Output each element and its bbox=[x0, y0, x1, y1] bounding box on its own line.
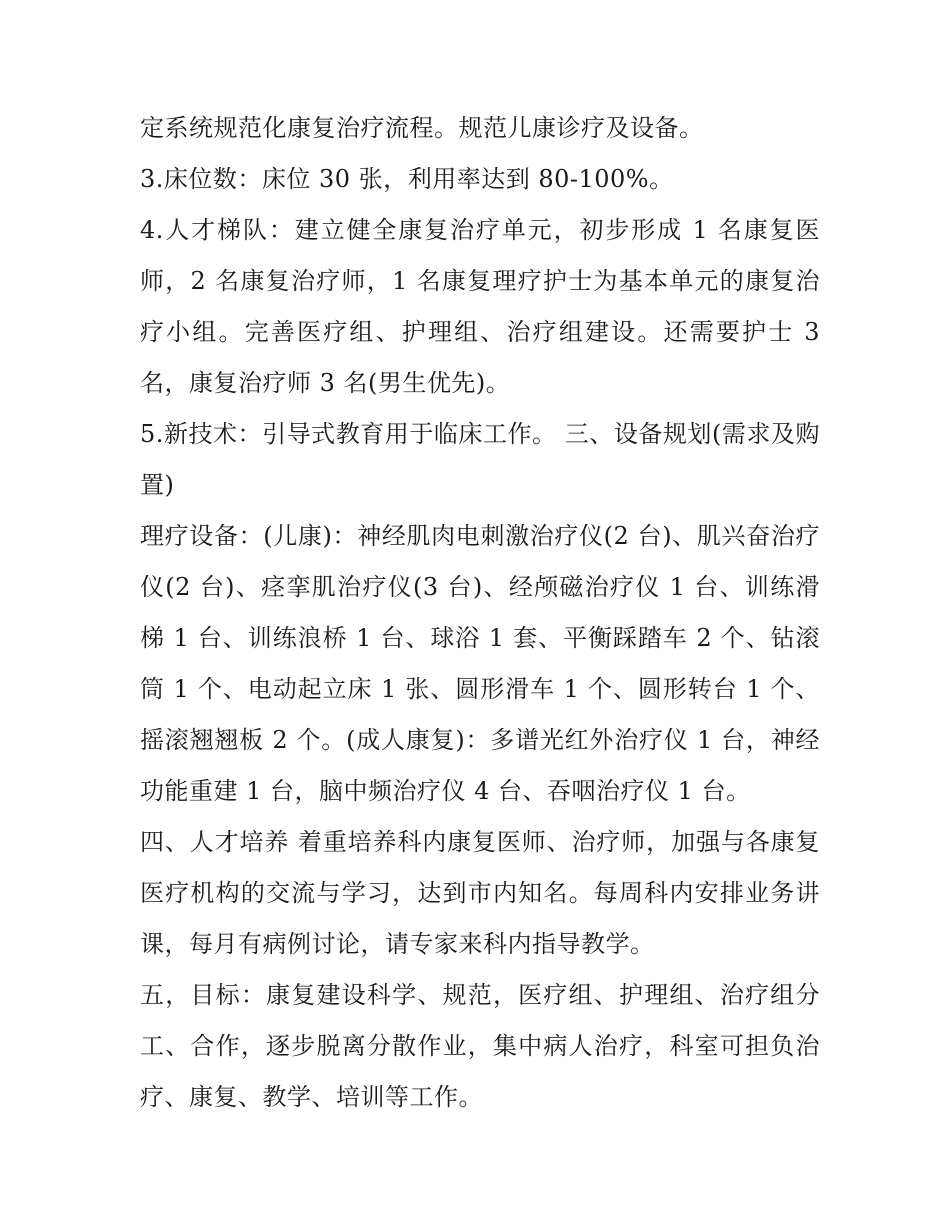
paragraph-talent-team: 4.人才梯队：建立健全康复治疗单元，初步形成 1 名康复医师，2 名康复治疗师，1 名康复理疗护士为基本单元的康复治疗小组。完善医疗组、护理组、治疗组建设。还需要护士 3 名，康复治疗师 3 名(男生优先)。 bbox=[140, 216, 820, 397]
paragraph-bed-count: 3.床位数：床位 30 张，利用率达到 80-100%。 bbox=[140, 165, 674, 193]
document-body bbox=[140, 103, 820, 1123]
paragraph-equipment: 理疗设备：(儿康)：神经肌肉电刺激治疗仪(2 台)、肌兴奋治疗仪(2 台)、痉挛肌治疗仪(3 台)、经颅磁治疗仪 1 台、训练滑梯 1 台、训练浪桥 1 台、球浴 1 套、平衡踩踏车 2 个、钻滚筒 1 个、电动起立床 1 张、圆形滑车 1 个、圆形转台 1 个、摇滚翘翘板 2 个。(成人康复)：多谱光红外治疗仪 1 台，神经功能重建 1 台，脑中频治疗仪 4 台、吞咽治疗仪 1 台。 bbox=[140, 522, 820, 805]
paragraph-goals: 五，目标：康复建设科学、规范，医疗组、护理组、治疗组分工、合作，逐步脱离分散作业，集中病人治疗，科室可担负治疗、康复、教学、培训等工作。 bbox=[140, 981, 820, 1111]
paragraph-new-technology: 5.新技术：引导式教育用于临床工作。 三、设备规划(需求及购置) bbox=[140, 420, 820, 499]
paragraph-talent-training: 四、人才培养 着重培养科内康复医师、治疗师，加强与各康复医疗机构的交流与学习，达到市内知名。每周科内安排业务讲课，每月有病例讨论，请专家来科内指导教学。 bbox=[140, 828, 820, 958]
paragraph-intro-continuation: 定系统规范化康复治疗流程。规范儿康诊疗及设备。 bbox=[140, 114, 704, 142]
